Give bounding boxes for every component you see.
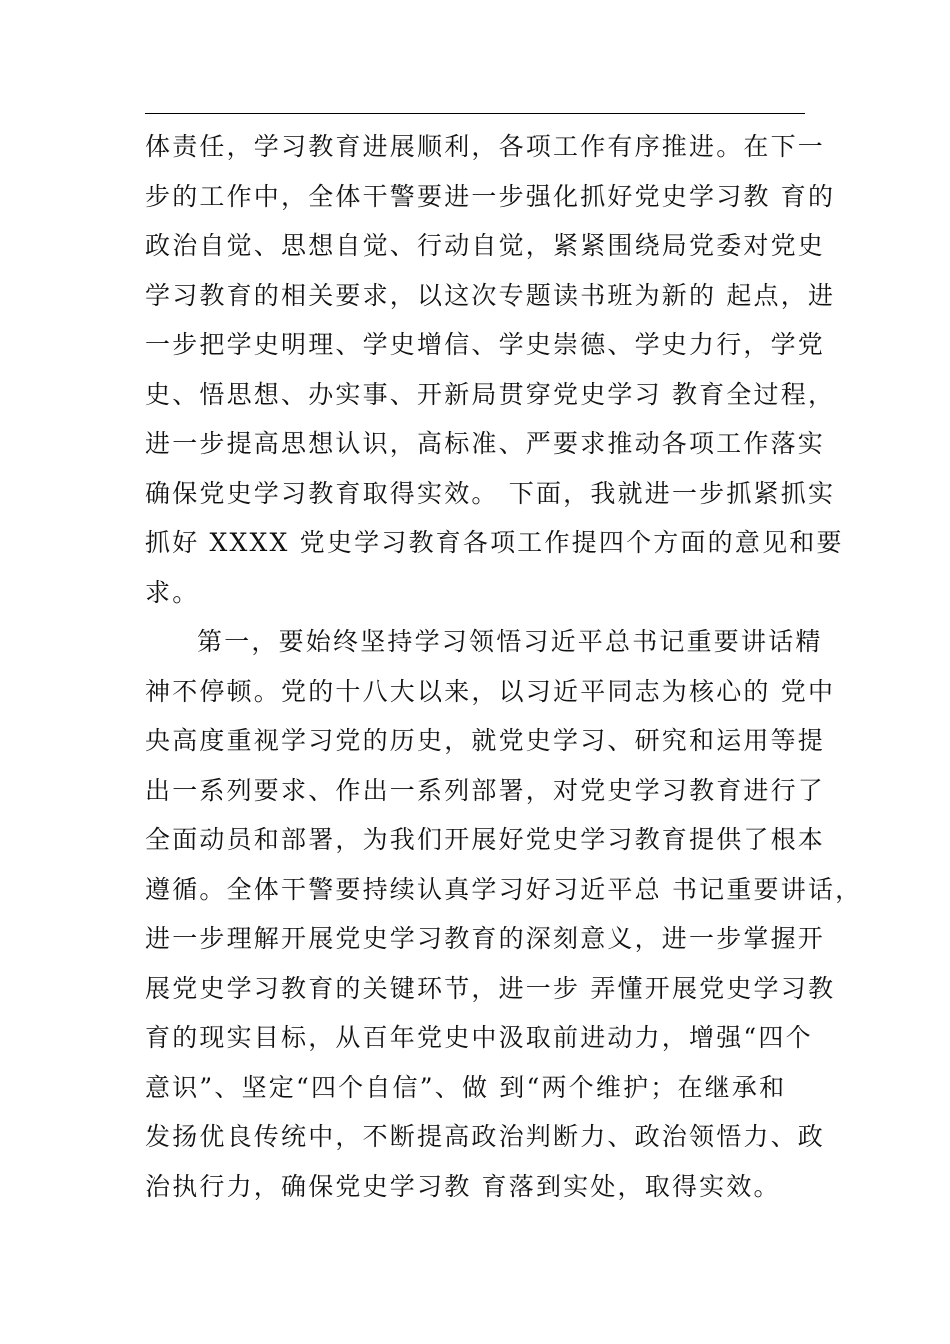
text-line: 求。 bbox=[145, 577, 200, 607]
text-line: 政治自觉、思想自觉、行动自觉，紧紧围绕局党委对党史 bbox=[145, 231, 826, 260]
paragraph bbox=[145, 122, 844, 617]
text-line: 确保党史学习教育取得实效。 下面，我就进一步抓紧抓实 bbox=[145, 478, 836, 508]
text-line: 治执行力，确保党史学习教 育落到实处，取得实效。 bbox=[145, 1171, 781, 1201]
text-line: 体责任，学习教育进展顺利，各项工作有序推进。在下一 bbox=[145, 132, 826, 161]
text-line: 进一步理解开展党史学习教育的深刻意义，进一步掌握开 bbox=[145, 924, 826, 953]
text-line: 遵循。全体干警要持续认真学习好习近平总 书记重要讲话， bbox=[145, 874, 863, 904]
text-line: 育的现实目标，从百年党史中汲取前进动力，增强“四个 bbox=[145, 1023, 813, 1052]
text-line: 央高度重视学习党的历史，就党史学习、研究和运用等提 bbox=[145, 726, 826, 755]
text-line: 抓好 XXXX 党史学习教育各项工作提四个方面的意见和要 bbox=[145, 528, 844, 557]
text-line: 步的工作中，全体干警要进一步强化抓好党史学习教 育的 bbox=[145, 181, 836, 211]
header-rule bbox=[145, 113, 805, 114]
text-line: 全面动员和部署，为我们开展好党史学习教育提供了根本 bbox=[145, 825, 826, 854]
text-line: 第一，要始终坚持学习领悟习近平总书记重要讲话精 bbox=[197, 627, 823, 656]
text-line: 进一步提高思想认识，高标准、严要求推动各项工作落实 bbox=[145, 429, 826, 458]
document-body bbox=[145, 122, 863, 1211]
paragraph bbox=[145, 617, 863, 1211]
text-line: 一步把学史明理、学史增信、学史崇德、学史力行，学党 bbox=[145, 330, 826, 359]
text-line: 神不停顿。党的十八大以来，以习近平同志为核心的 党中 bbox=[145, 676, 836, 706]
text-line: 史、悟思想、办实事、开新局贯穿党史学习 教育全过程， bbox=[145, 379, 836, 409]
text-line: 学习教育的相关要求，以这次专题读书班为新的 起点，进 bbox=[145, 280, 836, 310]
text-line: 出一系列要求、作出一系列部署，对党史学习教育进行了 bbox=[145, 775, 826, 805]
text-line: 意识”、坚定“四个自信”、做 到“两个维护；在继承和 bbox=[145, 1072, 787, 1102]
text-line: 展党史学习教育的关键环节，进一步 弄懂开展党史学习教 bbox=[145, 973, 836, 1003]
text-line: 发扬优良传统中，不断提高政治判断力、政治领悟力、政 bbox=[145, 1122, 826, 1151]
